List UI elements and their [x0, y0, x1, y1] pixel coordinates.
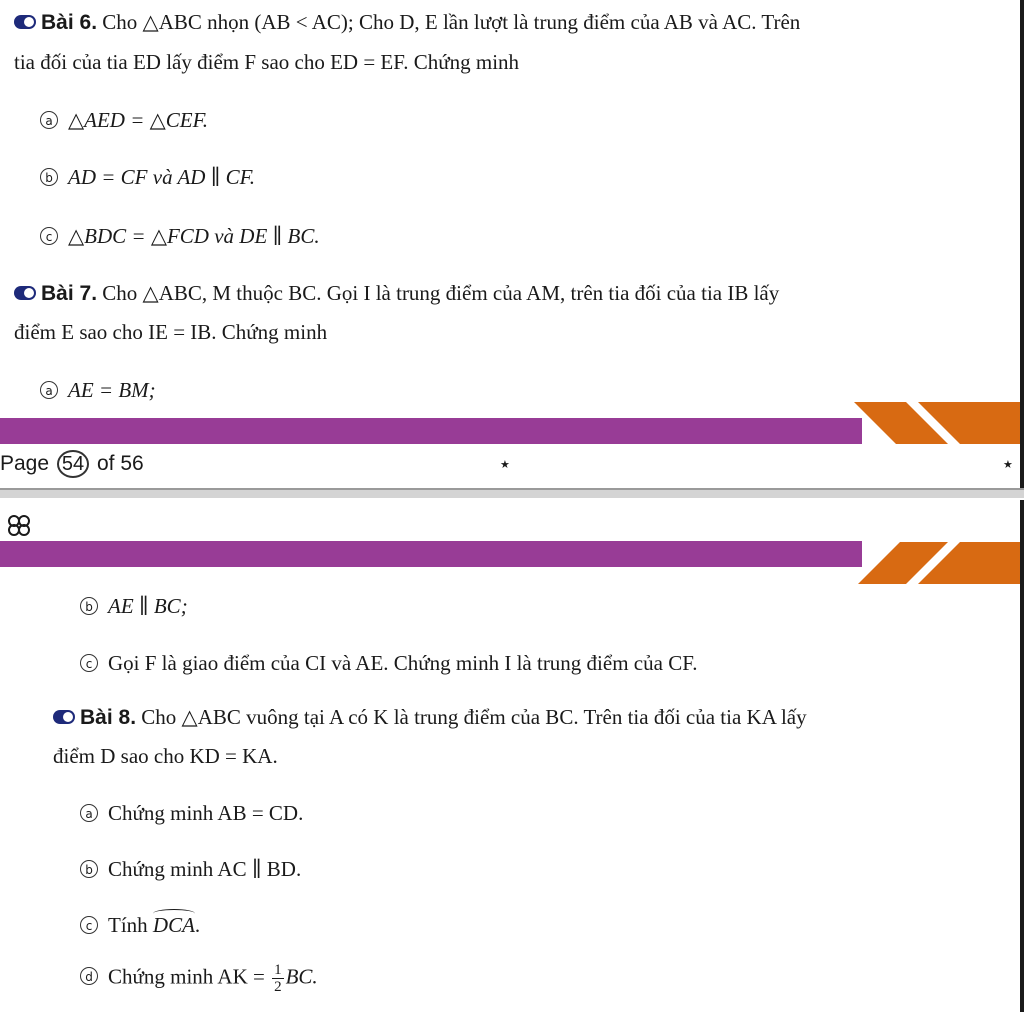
bai8-item-d-prefix: Chứng minh AK =	[108, 964, 265, 989]
page-separator	[0, 488, 1024, 498]
bai6-item-c	[40, 224, 320, 249]
bai7-item-c-text: Gọi F là giao điểm của CI và AE. Chứng minh I là trung điểm của CF.	[108, 651, 698, 675]
marker-c-icon: c	[80, 654, 98, 672]
bai8-line1	[53, 705, 807, 730]
bai8-heading: Bài 8.	[80, 706, 137, 729]
bai8-item-c-suffix: .	[194, 913, 201, 937]
header-stripes	[840, 540, 1024, 586]
page-number: 54	[57, 450, 89, 478]
club-icon	[4, 515, 34, 537]
bai6-item-b	[40, 165, 255, 190]
page-indicator	[0, 450, 144, 478]
bullet-icon	[53, 710, 75, 724]
bullet-icon	[14, 286, 36, 300]
bai7-item-a-text: AE = BM;	[68, 378, 156, 402]
header-band	[0, 541, 862, 567]
bai8-item-c-prefix: Tính	[108, 913, 148, 937]
bai8-item-b-text: Chứng minh AC ∥ BD.	[108, 857, 302, 881]
page-total: of 56	[96, 452, 144, 475]
marker-b-icon: b	[80, 597, 98, 615]
bai6-item-a-text: △AED = △CEF.	[68, 108, 208, 132]
bai7-heading: Bài 7.	[41, 282, 98, 305]
marker-c-icon: c	[80, 916, 98, 934]
bai8-item-d-suffix: BC.	[285, 964, 318, 989]
marker-c-icon: c	[40, 227, 58, 245]
bai7-text-line1: Cho △ABC, M thuộc BC. Gọi I là trung điểm của AM, trên tia đối của tia IB lấy	[102, 281, 780, 305]
marker-a-icon: a	[40, 111, 58, 129]
marker-b-icon: b	[80, 860, 98, 878]
page-label: Page	[0, 452, 50, 475]
marker-a-icon: a	[80, 804, 98, 822]
fraction-denominator: 2	[274, 979, 282, 995]
bai6-item-b-text: AD = CF và AD ∥ CF.	[68, 165, 256, 189]
bai8-item-b	[80, 857, 301, 882]
angle-dca: DCA	[152, 913, 195, 937]
star-icon: ★	[500, 458, 510, 471]
bai7-line1	[14, 281, 779, 306]
marker-b-icon: b	[40, 168, 58, 186]
footer-band	[0, 418, 862, 444]
bai7-item-b	[80, 594, 188, 619]
marker-d-icon: d	[80, 967, 98, 985]
bullet-icon	[14, 15, 36, 29]
bai8-item-a	[80, 801, 303, 826]
bai6-line2: tia đối của tia ED lấy điểm F sao cho ED = EF. Chứng minh	[14, 50, 520, 74]
marker-a-icon: a	[40, 381, 58, 399]
bai8-text-line1: Cho △ABC vuông tại A có K là trung điểm của BC. Trên tia đối của tia KA lấy	[141, 705, 807, 729]
bai6-text-line1: Cho △ABC nhọn (AB < AC); Cho D, E lần lượt là trung điểm của AB và AC. Trên	[102, 10, 801, 34]
bai8-item-d	[80, 962, 318, 995]
bai6-item-c-text: △BDC = △FCD và DE ∥ BC.	[68, 224, 320, 248]
bai8-item-a-text: Chứng minh AB = CD.	[108, 801, 304, 825]
fraction-numerator: 1	[274, 962, 282, 978]
footer-stripes	[840, 400, 1024, 446]
fraction-one-half	[272, 962, 284, 995]
bai8-line2: điểm D sao cho KD = KA.	[53, 744, 278, 768]
bai8-item-c	[80, 913, 200, 938]
bai7-item-b-text: AE ∥ BC;	[108, 594, 188, 618]
bai6-line1	[14, 10, 800, 35]
bai7-item-a	[40, 378, 156, 403]
star-icon: ★	[1003, 458, 1013, 471]
bai6-heading: Bài 6.	[41, 11, 98, 34]
bai7-item-c	[80, 651, 697, 676]
bai6-item-a	[40, 108, 208, 133]
bai7-line2: điểm E sao cho IE = IB. Chứng minh	[14, 320, 328, 344]
